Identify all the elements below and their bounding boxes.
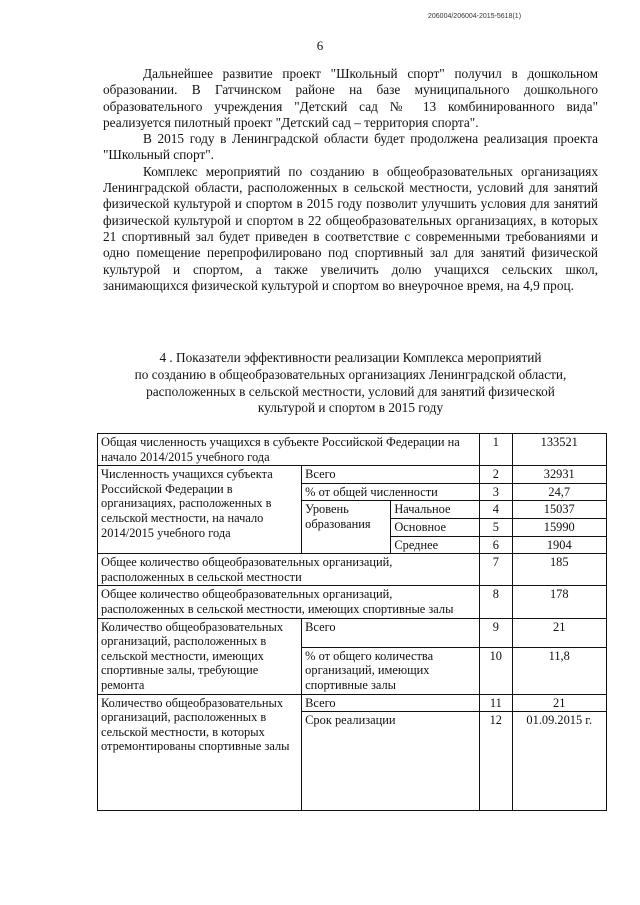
row-value: 32931	[512, 466, 607, 484]
row-number: 12	[480, 712, 512, 811]
row-number: 10	[480, 647, 512, 694]
paragraph: В 2015 году в Ленинградской области будет продолжена реализация проекта "Школьный спорт".	[103, 131, 598, 163]
row-value: 21	[512, 618, 607, 647]
document-id: 206004/206004-2015-5618(1)	[428, 13, 522, 20]
heading-line: культурой и спортом в 2015 году	[257, 400, 444, 416]
indicators-table	[97, 433, 607, 811]
row-number: 9	[480, 618, 512, 647]
level-name: Основное	[391, 518, 480, 536]
row-number: 1	[480, 434, 512, 466]
row-label: Общее количество общеобразовательных организаций, расположенных в сельской местности, имеющих спортивные залы	[98, 586, 480, 618]
heading-line: 4 . Показатели эффективности реализации Комплекса мероприятий	[159, 350, 542, 365]
table-row	[98, 466, 607, 484]
row-label: Количество общеобразовательных организаций, расположенных в сельской местности, имеющих спортивные залы, требующие ремонта	[98, 618, 302, 694]
row-value: 15037	[512, 501, 607, 519]
row-sublabel: Всего	[302, 618, 480, 647]
row-value: 185	[512, 554, 607, 586]
row-value: 178	[512, 586, 607, 618]
row-value: 133521	[512, 434, 607, 466]
row-value: 21	[512, 694, 607, 712]
row-number: 3	[480, 483, 512, 501]
row-number: 11	[480, 694, 512, 712]
table-row	[98, 434, 607, 466]
body-text	[103, 66, 598, 294]
row-number: 5	[480, 518, 512, 536]
row-value: 1904	[512, 536, 607, 554]
page-number: 6	[316, 38, 324, 53]
row-sublabel: % от общей численности	[302, 483, 480, 501]
row-label: Количество общеобразовательных организаций, расположенных в сельской местности, в которых отремонтированы спортивные залы	[98, 694, 302, 811]
row-value: 15990	[512, 518, 607, 536]
heading-line: по созданию в общеобразовательных организациях Ленинградской области,	[134, 366, 567, 382]
row-sublabel: % от общего количества организаций, имеющих спортивные залы	[302, 647, 480, 694]
row-number: 2	[480, 466, 512, 484]
row-value: 11,8	[512, 647, 607, 694]
heading-line: расположенных в сельской местности, условий для занятий физической	[146, 383, 555, 399]
table-row	[98, 618, 607, 647]
row-number: 6	[480, 536, 512, 554]
table-row	[98, 694, 607, 712]
row-sublabel: Срок реализации	[302, 712, 480, 811]
table-row	[98, 554, 607, 586]
row-number: 4	[480, 501, 512, 519]
row-value: 01.09.2015 г.	[512, 712, 607, 811]
row-number: 8	[480, 586, 512, 618]
row-sublabel: Всего	[302, 466, 480, 484]
paragraph: Дальнейшее развитие проект "Школьный спорт" получил в дошкольном образовании. В Гатчинском районе на базе муниципального дошкольного образовательного учреждения "Детский сад № 13 комбинированного вида" реализуется пилотный проект "Детский сад – территория спорта".	[103, 66, 598, 130]
level-name: Среднее	[391, 536, 480, 554]
row-value: 24,7	[512, 483, 607, 501]
table-row	[98, 586, 607, 618]
paragraph: Комплекс мероприятий по созданию в общеобразовательных организациях Ленинградской области, расположенных в сельской местности, условий для занятий физической культурой и спортом в 2015 году позволит улучшить условия для занятий физической культурой и спортом в 22 общеобразовательных организациях, в которых 21 спортивный зал будет приведен в соответствие с современными требованиями и одно помещение перепрофилировано под спортивный зал для занятий физической культурой и спортом, а также увеличить долю учащихся сельских школ, занимающихся физической культурой и спортом во внеурочное время, на 4,9 проц.	[103, 163, 598, 293]
level-name: Начальное	[391, 501, 480, 519]
row-number: 7	[480, 554, 512, 586]
level-label: Уровень образования	[302, 501, 391, 554]
row-label: Общее количество общеобразовательных организаций, расположенных в сельской местности	[98, 554, 480, 586]
section-heading	[103, 350, 598, 417]
row-label: Численность учащихся субъекта Российской Федерации в организациях, расположенных в сельской местности, на начало 2014/2015 учебного года	[98, 466, 302, 554]
row-label: Общая численность учащихся в субъекте Российской Федерации на начало 2014/2015 учебного года	[98, 434, 480, 466]
row-sublabel: Всего	[302, 694, 480, 712]
